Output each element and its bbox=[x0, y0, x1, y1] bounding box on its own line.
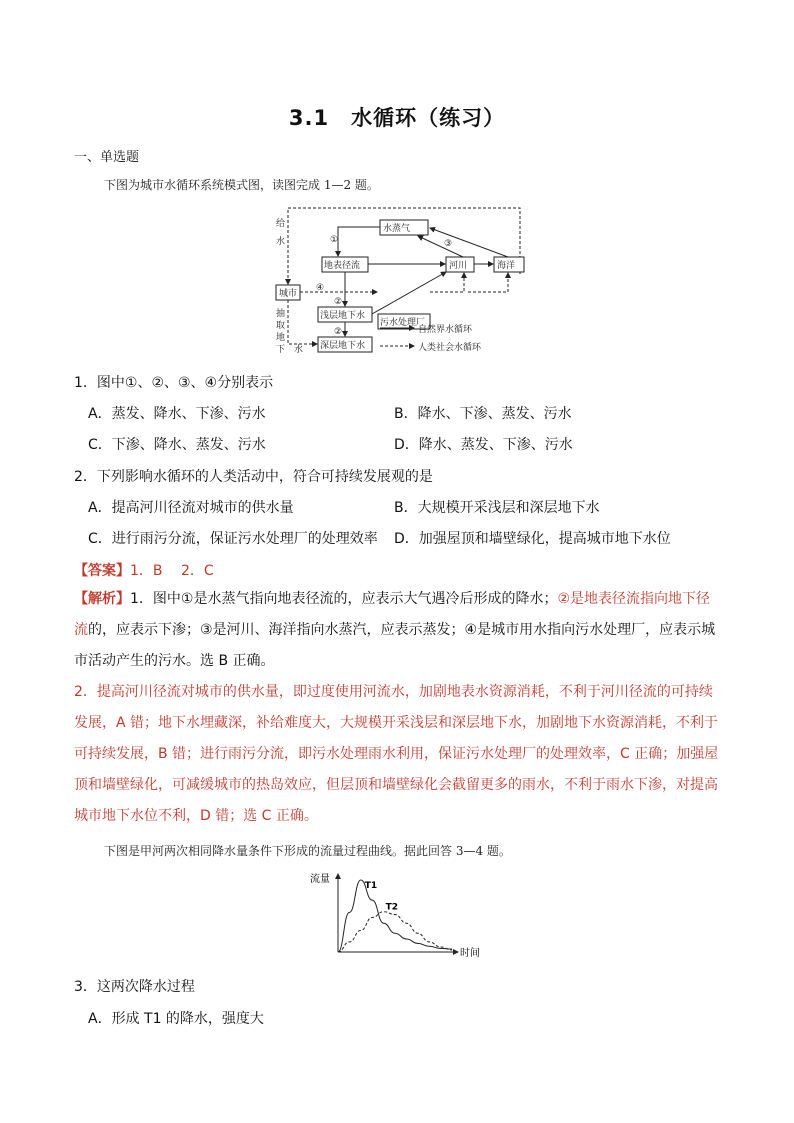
marker-2: ② bbox=[334, 297, 343, 307]
box-deep-groundwater: 深层地下水 bbox=[320, 341, 366, 351]
marker-3: ③ bbox=[444, 239, 453, 249]
q1-option-c: C．下渗、降水、蒸发、污水 bbox=[88, 437, 266, 453]
analysis-p1-b: ②是地表径流指向地下径流 bbox=[74, 591, 711, 638]
q2-option-b: B．大规模开采浅层和深层地下水 bbox=[394, 500, 600, 516]
q1-option-b: B．降水、下渗、蒸发、污水 bbox=[394, 406, 572, 422]
q2-stem: 2．下列影响水循环的人类活动中，符合可持续发展观的是 bbox=[74, 469, 433, 485]
label-give-water-2: 水 bbox=[276, 237, 286, 247]
analysis-p1-a: 1．图中①是水蒸气指向地表径流的，应表示大气遇冷后形成的降水； bbox=[130, 591, 558, 607]
marker-4: ④ bbox=[316, 283, 325, 293]
label-extract-2: 取 bbox=[276, 321, 286, 331]
label-extract-4: 下 bbox=[276, 345, 286, 355]
q3-stem: 3．这两次降水过程 bbox=[74, 979, 195, 995]
series-label-t1: T1 bbox=[364, 881, 378, 891]
answer-line bbox=[74, 560, 214, 580]
series-line-t2 bbox=[338, 912, 452, 952]
analysis-p1-c: 的，应表示下渗；③是河川、海洋指向水蒸汽，应表示蒸发；④是城市用水指向污水处理厂，应表示城市活动产生的污水。选 B 正确。 bbox=[74, 622, 716, 669]
box-vapor: 水蒸气 bbox=[383, 224, 411, 234]
analysis-paragraph-1 bbox=[74, 584, 724, 677]
box-city: 城市 bbox=[279, 289, 298, 299]
intro-text-2: 下图是甲河两次相同降水量条件下形成的流量过程曲线。据此回答 3—4 题。 bbox=[104, 844, 511, 858]
analysis-label: 【解析】 bbox=[74, 591, 130, 607]
q2-option-c: C．进行雨污分流，保证污水处理厂的处理效率 bbox=[88, 531, 378, 547]
series-label-t2: T2 bbox=[385, 902, 399, 913]
y-axis-label: 流量 bbox=[310, 874, 330, 885]
label-extract-1: 抽 bbox=[276, 309, 286, 319]
box-surface-runoff: 地表径流 bbox=[324, 261, 361, 271]
x-axis-label: 时间 bbox=[460, 948, 480, 959]
box-sewage-plant: 污水处理厂 bbox=[380, 318, 426, 328]
label-extract-5: 水 bbox=[294, 345, 304, 355]
label-give-water-1: 给 bbox=[276, 219, 286, 229]
box-ocean: 海洋 bbox=[497, 261, 516, 271]
section-heading: 一、单选题 bbox=[74, 150, 140, 165]
flow-hydrograph-chart bbox=[306, 868, 496, 960]
q1-option-a: A．蒸发、降水、下渗、污水 bbox=[88, 406, 266, 422]
box-river: 河川 bbox=[449, 261, 468, 271]
legend-human: 人类社会水循环 bbox=[418, 343, 482, 353]
marker-1: ① bbox=[330, 235, 339, 245]
q2-option-d: D．加强屋顶和墙壁绿化，提高城市地下水位 bbox=[394, 531, 671, 547]
q3-option-a: A．形成 T1 的降水，强度大 bbox=[88, 1011, 264, 1027]
intro-text-1: 下图为城市水循环系统模式图，读图完成 1—2 题。 bbox=[104, 178, 379, 192]
box-shallow-groundwater: 浅层地下水 bbox=[320, 311, 366, 321]
q1-stem: 1．图中①、②、③、④分别表示 bbox=[74, 375, 274, 391]
analysis-paragraph-2: 2．提高河川径流对城市的供水量，即过度使用河流水，加剧地表水资源消耗，不利于河川径流的可持续发展，A 错；地下水埋藏深，补给难度大，大规模开采浅层和深层地下水，加剧地下水资源消耗，不利于可持续发展，B 错；进行雨污分流，即污水处理雨水利用，保证污水处理厂的处理效率，C 正确；加强屋顶和墙壁绿化，可减缓城市的热岛效应，但层顶和墙壁绿化会截留更多的雨水，不利于雨水下渗，对提高城市地下水位不利，D 错；选 C 正确。 bbox=[74, 684, 719, 824]
water-cycle-diagram bbox=[268, 204, 528, 358]
q1-option-d: D．降水、蒸发、下渗、污水 bbox=[394, 437, 573, 453]
marker-2b: ② bbox=[334, 327, 343, 337]
q2-option-a: A．提高河川径流对城市的供水量 bbox=[88, 500, 294, 516]
answer-text: 1．B 2．C bbox=[130, 563, 214, 579]
answer-label: 【答案】 bbox=[74, 563, 130, 579]
page-title: 3.1 水循环（练习） bbox=[288, 106, 506, 130]
series-line-t1 bbox=[338, 880, 452, 952]
label-extract-3: 地 bbox=[276, 333, 286, 343]
legend-natural: 自然界水循环 bbox=[418, 325, 473, 335]
